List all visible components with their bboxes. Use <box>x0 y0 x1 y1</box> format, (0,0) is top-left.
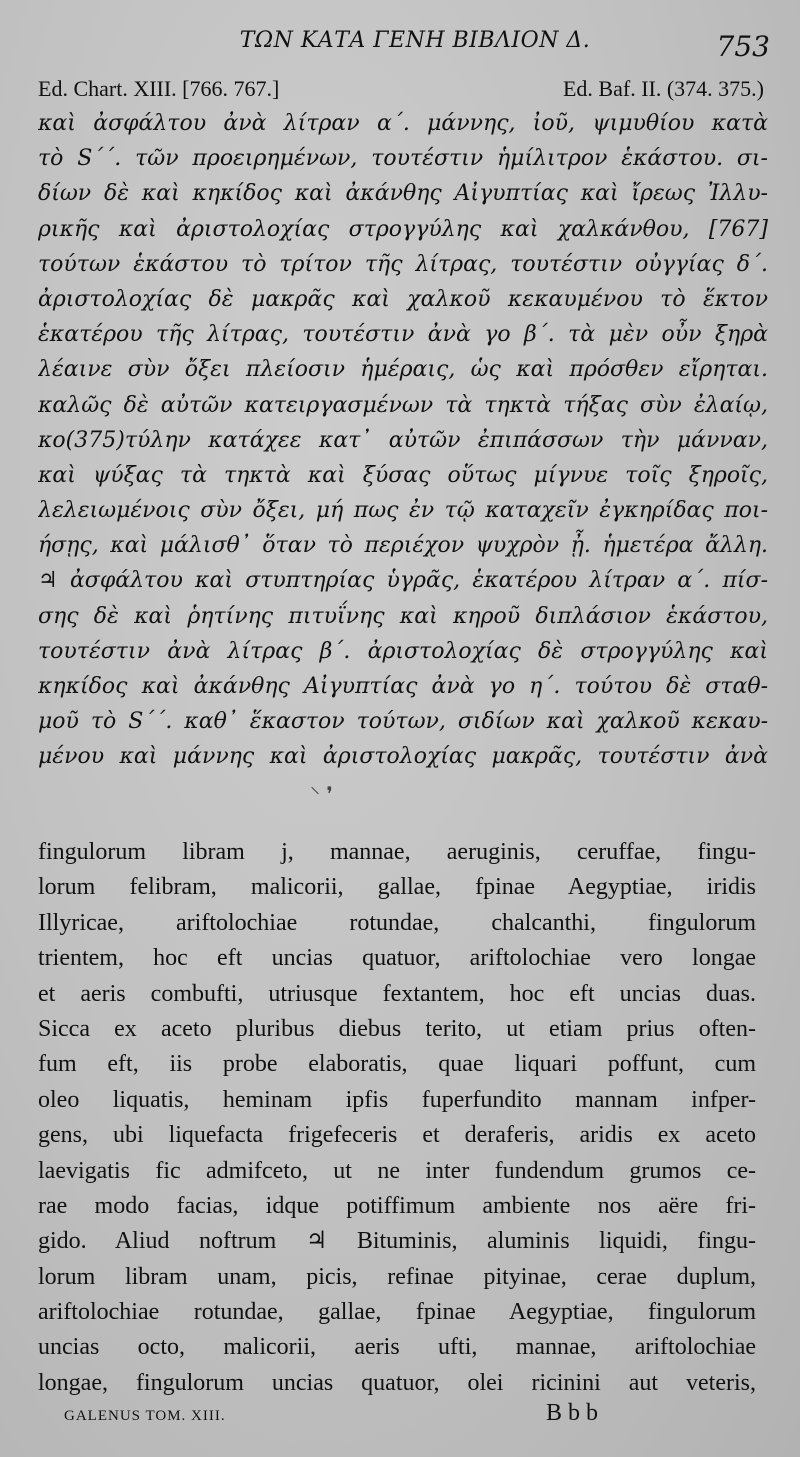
edition-reference-right: Ed. Baf. II. (374. 375.) <box>562 76 764 101</box>
greek-line: σης δὲ καὶ ῥητίνης πιτυΐνης καὶ κηροῦ διπλάσιον ἑκάστου, <box>38 603 768 629</box>
running-title: ΤΩΝ ΚΑΤΑ ΓΕΝΗ ΒΙΒΛΙΟΝ Δ. <box>239 28 591 53</box>
greek-line: τούτων ἑκάστου τὸ τρίτον τῆς λίτρας, τουτέστιν οὐγγίας δ΄. <box>38 251 768 277</box>
signature-left: GALENUS TOM. XIII. <box>64 1408 226 1424</box>
page-number: 753 <box>716 30 770 63</box>
latin-line: ariftolochiae rotundae, gallae, fpinae Aegyptiae, fingulorum <box>38 1299 756 1326</box>
greek-line: δίων δὲ καὶ κηκίδος καὶ ἀκάνθης Αἰγυπτίας καὶ ἴρεως Ἰλλυ- <box>38 181 768 207</box>
latin-line: Illyricae, ariftolochiae rotundae, chalcanthi, fingulorum <box>38 909 756 936</box>
latin-line: uncias octo, malicorii, aeris ufti, mannae, ariftolochiae <box>38 1334 756 1361</box>
latin-line: fingulorum libram j, mannae, aeruginis, ceruffae, fingu- <box>38 839 756 865</box>
latin-line: rae modo facias, idque potiffimum ambiente nos aëre fri- <box>38 1192 756 1219</box>
greek-line: ἑκατέρου τῆς λίτρας, τουτέστιν ἀνὰ γο β΄. τὰ μὲν οὖν ξηρὰ <box>38 322 768 348</box>
greek-line: λελειωμένοις σὺν ὄξει, μή πως ἐν τῷ καταχεῖν ἐγκηρίδας ποι- <box>38 498 768 524</box>
printer-mark-icon: ⸌ ❜ <box>310 782 333 806</box>
latin-line: lorum felibram, malicorii, gallae, fpinae Aegyptiae, iridis <box>38 874 756 901</box>
edition-reference-left: Ed. Chart. XIII. [766. 767.] <box>38 76 280 101</box>
latin-line: gens, ubi liquefacta frigefeceris et deraferis, aridis ex aceto <box>38 1122 756 1149</box>
latin-line: trientem, hoc eft uncias quatuor, ariftolochiae vero longae <box>38 945 756 972</box>
greek-line: μοῦ τὸ S΄΄. καθ᾿ ἕκαστον τούτων, σιδίων καὶ χαλκοῦ κεκαυ- <box>38 709 768 735</box>
greek-line: καὶ ἀσφάλτου ἀνὰ λίτραν α΄. μάννης, ἰοῦ, ψιμυθίου κατὰ <box>38 111 768 136</box>
greek-line: ἀριστολοχίας δὲ μακρᾶς καὶ χαλκοῦ κεκαυμένου τὸ ἕκτον <box>38 286 768 312</box>
greek-line: ρικῆς καὶ ἀριστολοχίας στρογγύλης καὶ χαλκάνθου, [767] <box>38 216 768 242</box>
greek-line: μένου καὶ μάννης καὶ ἀριστολοχίας μακρᾶς, τουτέστιν ἀνὰ <box>38 744 768 770</box>
latin-line: longae, fingulorum uncias quatuor, olei ricinini aut veteris, <box>38 1369 756 1396</box>
latin-line: laevigatis fic admifceto, ut ne inter fundendum grumos ce- <box>38 1157 756 1184</box>
latin-line: gido. Aliud noftrum ♃ Bituminis, aluminis liquidi, fingu- <box>38 1228 756 1255</box>
greek-line: καλῶς δὲ αὐτῶν κατειργασμένων τὰ τηκτὰ τήξας σὺν ἐλαίῳ, <box>38 392 768 418</box>
greek-line: ήσῃς, καὶ μάλισθ᾿ ὅταν τὸ περιέχον ψυχρὸν ᾖ. ἡμετέρα ἄλλη. <box>38 533 768 559</box>
greek-line: ♃ ἀσφάλτου καὶ στυπτηρίας ὑγρᾶς, ἑκατέρου λίτραν α΄. πίσ- <box>38 568 768 594</box>
latin-line: Sicca ex aceto pluribus diebus terito, ut etiam prius often- <box>38 1015 756 1042</box>
greek-line: τουτέστιν ἀνὰ λίτρας β΄. ἀριστολοχίας δὲ στρογγύλης καὶ <box>38 638 768 664</box>
latin-line: lorum libram unam, picis, refinae pityinae, cerae duplum, <box>38 1263 756 1290</box>
latin-line: et aeris combufti, utriusque fextantem, hoc eft uncias duas. <box>38 980 756 1007</box>
signature-mark: Bbb <box>546 1400 605 1426</box>
latin-line: oleo liquatis, heminam ipfis fuperfundito mannam infper- <box>38 1086 756 1113</box>
greek-line: λέαινε σὺν ὄξει πλείοσιν ἡμέραις, ὡς καὶ πρόσθεν εἴρηται. <box>38 357 768 383</box>
greek-text-block <box>38 106 768 775</box>
greek-line: κο(375)τύλην κατάχεε κατ᾿ αὐτῶν ἐπιπάσσων τὴν μάνναν, <box>38 427 768 453</box>
latin-text-block <box>38 835 756 1401</box>
greek-line: κηκίδος καὶ ἀκάνθης Αἰγυπτίας ἀνὰ γο η΄. τούτου δὲ σταθ- <box>38 674 768 699</box>
greek-line: καὶ ψύξας τὰ τηκτὰ καὶ ξύσας οὕτως μίγνυε τοῖς ξηροῖς, <box>38 462 768 488</box>
greek-line: τὸ S΄΄. τῶν προειρημένων, τουτέστιν ἡμίλιτρον ἑκάστου. σι- <box>38 146 768 172</box>
latin-line: fum eft, iis probe elaboratis, quae liquari poffunt, cum <box>38 1051 756 1078</box>
